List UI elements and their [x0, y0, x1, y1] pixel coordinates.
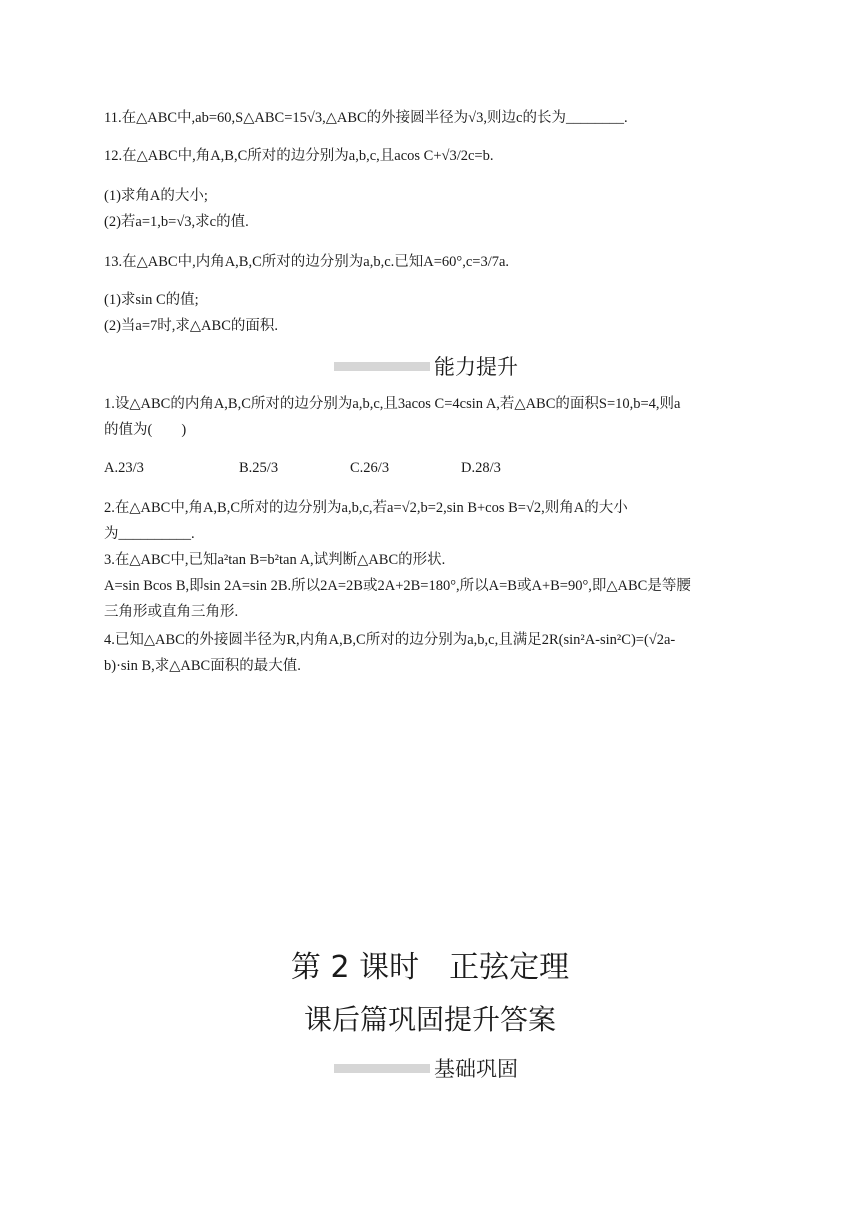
section-header-basic [334, 1050, 518, 1086]
section-decor-bar [334, 362, 430, 371]
problem-13: 13.在△ABC中,内角A,B,C所对的边分别为a,b,c.已知A=60°,c=3/7a. [104, 254, 510, 270]
ability-q4-line2: b)·sin B,求△ABC面积的最大值. [104, 658, 301, 674]
ability-q1-line2: 的值为( ) [104, 422, 187, 438]
ability-q1-line1: 1.设△ABC的内角A,B,C所对的边分别为a,b,c,且3acos C=4csin A,若△ABC的面积S=10,b=4,则a [104, 396, 681, 412]
choice-b: B.25/3 [239, 460, 279, 476]
section-header-ability [334, 348, 518, 384]
section-title-basic: 基础巩固 [434, 1057, 518, 1081]
problem-12-part-1: (1)求角A的大小; [104, 188, 208, 204]
problem-13-part-1: (1)求sin C的值; [104, 292, 199, 308]
ability-q4-line1: 4.已知△ABC的外接圆半径为R,内角A,B,C所对的边分别为a,b,c,且满足2R(sin²A-sin²C)=(√2a- [104, 632, 676, 648]
section-decor-bar [334, 1064, 430, 1073]
ability-q3-answer-line2: 三角形或直角三角形. [104, 604, 239, 620]
ability-q2-line2: 为__________. [104, 526, 195, 542]
choice-a: A.23/3 [104, 460, 144, 476]
ability-q3-answer-line1: A=sin Bcos B,即sin 2A=sin 2B.所以2A=2B或2A+2B=180°,所以A=B或A+B=90°,即△ABC是等腰 [104, 578, 691, 594]
problem-12: 12.在△ABC中,角A,B,C所对的边分别为a,b,c,且acos C+√3/2c=b. [104, 148, 494, 164]
lesson-title: 第 2 课时 正弦定理 [290, 950, 570, 985]
section-title-ability: 能力提升 [434, 355, 518, 379]
ability-q2-line1: 2.在△ABC中,角A,B,C所对的边分别为a,b,c,若a=√2,b=2,sin B+cos B=√2,则角A的大小 [104, 500, 628, 516]
problem-13-part-2: (2)当a=7时,求△ABC的面积. [104, 318, 278, 334]
choice-d: D.28/3 [461, 460, 501, 476]
problem-12-part-2: (2)若a=1,b=√3,求c的值. [104, 214, 249, 230]
choice-c: C.26/3 [350, 460, 390, 476]
ability-q3: 3.在△ABC中,已知a²tan B=b²tan A,试判断△ABC的形状. [104, 552, 446, 568]
answer-title: 课后篇巩固提升答案 [303, 1003, 556, 1036]
problem-11: 11.在△ABC中,ab=60,S△ABC=15√3,△ABC的外接圆半径为√3,则边c的长为________. [104, 110, 628, 126]
